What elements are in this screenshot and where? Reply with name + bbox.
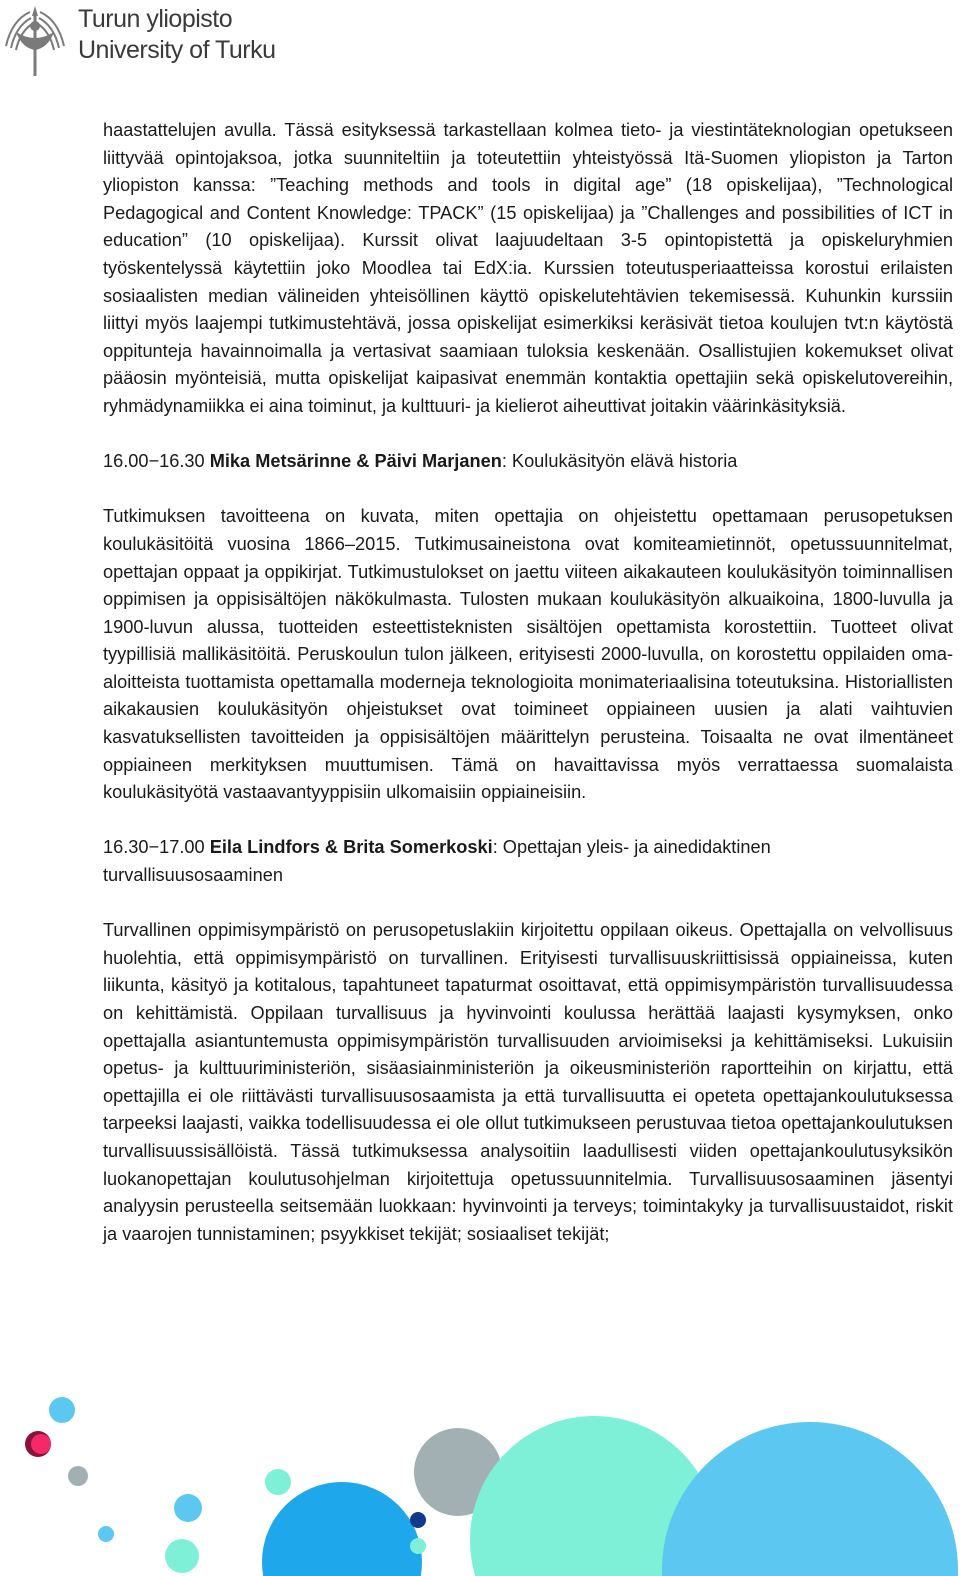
session-speakers: Eila Lindfors & Brita Somerkoski <box>209 837 493 858</box>
decor-circle <box>410 1512 426 1528</box>
session-heading-1 <box>103 448 953 476</box>
decor-circle <box>265 1469 291 1495</box>
logo-line-finnish: Turun yliopisto <box>78 5 233 33</box>
document-body <box>103 117 953 1248</box>
decor-circle <box>165 1539 199 1573</box>
decor-circle <box>98 1526 114 1542</box>
spacer <box>103 476 953 504</box>
decorative-circles <box>0 1380 960 1576</box>
paragraph-ict-courses: haastattelujen avulla. Tässä esityksessä tarkastellaan kolmea tieto- ja viestintäteknologian opetukseen liittyvää opintojaksoa, jotka suunniteltiin ja toteutettiin yhteistyössä Itä-Suomen yliopiston ja Tarton yliopiston kanssa: ”Teaching methods and tools in digital age” (18 opiskelijaa), ”Technological Pedagogical and Content Knowledge: TPACK” (15 opiskelijaa) ja ”Challenges and possibilities of ICT in education” (10 opiskelijaa). Kurssit olivat laajuudeltaan 3-5 opintopistettä ja opiskeluryhmien työskentelyssä käytettiin joko Moodlea tai EdX:ia. Kurssien toteutusperiaatteissa korostui erilaisten sosiaalisten median välineiden yhteisöllinen käyttö opiskelutehtävien tekemisessä. Kuhunkin kurssiin liittyi myös laajempi tutkimustehtävä, jossa opiskelijat esimerkiksi keräsivät tietoa koulujen tvt:n käytöstä oppitunteja havainnoimalla ja vertasivat saamiaan tuloksia keskenään. Osallistujien kokemukset olivat pääosin myönteisiä, mutta opiskelijat kaipasivat enemmän kontaktia opettajiin sekä opiskelutovereihin, ryhmädynamiikka ei aina toiminut, ja kulttuuri- ja kielierot aiheuttivat joitakin väärinkäsityksiä. <box>103 120 953 416</box>
decor-circle <box>410 1538 426 1554</box>
paragraph-craft-history: Tutkimuksen tavoitteena on kuvata, miten opettajia on ohjeistettu opettamaan perusopetuksen koulukäsitöitä vuosina 1866–2015. Tutkimusaineistona ovat komiteamietinnöt, opetussuunnitelmat, opettajan oppaat ja oppikirjat. Tutkimustulokset on jaettu viiteen aikakauteen koulukäsityön toiminnallisen oppimisen ja oppisisältöjen näkökulmasta. Tulosten mukaan koulukäsityön alkuaikoina, 1800-luvulla ja 1900-luvun alussa, tuotteiden esteettisteknisten sisältöjen opettamista korostettiin. Tuotteet olivat tyypillisiä mallikäsitöitä. Peruskoulun tulon jälkeen, erityisesti 2000-luvulla, on korostettu oppilaiden oma-aloitteista tuottamista opettamalla moderneja teknologioita monimateriaalisina toteutuksina. Historiallisten aikakausien koulukäsityön ohjeistukset ovat toimineet oppiaineen uusien ja alati vaihtuvien kasvatuksellisten tavoitteiden ja oppisisältöjen määrittelyn perusteina. Toisaalta ne ovat ilmentäneet oppiaineen merkityksen muuttumisen. Tämä on havaittavissa myös verrattaessa suomalaista koulukäsityötä vastaavantyyppisiin ulkomaisiin oppiaineisiin. <box>103 506 953 803</box>
session-title: : Koulukäsityön elävä historia <box>501 451 738 472</box>
spacer <box>103 421 953 449</box>
decor-circle <box>49 1397 75 1423</box>
decor-circle <box>174 1494 202 1522</box>
session-time: 16.00−16.30 <box>103 451 210 472</box>
spacer <box>103 807 953 835</box>
paragraph-safety-competence: Turvallinen oppimisympäristö on perusopetuslakiin kirjoitettu oppilaan oikeus. Opettajalla on velvollisuus huolehtia, että oppimisympäristö on turvallinen. Erityisesti turvallisuuskriittisissä oppiaineissa, kuten liikunta, käsityö ja kotitalous, tapahtuneet tapaturmat osoittavat, että oppimisympäristön turvallisuudessa on kehittämistä. Oppilaan turvallisuus ja hyvinvointi koulussa herättää laajasti kysymyksen, onko opettajalla asiantuntemusta oppimisympäristön turvallisuuden arvioimiseksi ja kehittämiseksi. Lukuisiin opetus- ja kulttuuriministeriön, sisäasiainministeriön ja oikeusministeriön raportteihin on kirjattu, että opettajilla ei ole riittävästi turvallisuusosaamista ja että turvallisuutta ei opeteta opettajankoulutuksessa tarpeeksi laajasti, vaikka todellisuudessa ei ole ollut tutkimukseen perustuvaa tietoa opettajankoulutuksen turvallisuussisällöistä. Tässä tutkimuksessa analysoitiin laadullisesti viiden opettajankoulutusyksikön luokanopettajan koulutusohjelman kirjoitettuja opetussuunnitelmia. Turvallisuusosaaminen jäsentyi analyysin perusteella seitsemään luokkaan: hyvinvointi ja terveys; toimintakyky ja turvallisuustaidot, riskit ja vaarojen tunnistaminen; psyykkiset tekijät; sosiaaliset tekijät; <box>103 920 953 1244</box>
session-speakers: Mika Metsärinne & Päivi Marjanen <box>209 451 502 472</box>
decor-circle <box>31 1434 51 1454</box>
session-title: : Opettajan yleis- ja ainedidaktinen turvallisuusosaaminen <box>103 837 771 886</box>
university-crest-icon <box>2 2 68 78</box>
university-name <box>78 4 276 66</box>
decor-circle <box>662 1422 958 1576</box>
logo-line-english: University of Turku <box>78 36 276 64</box>
session-time: 16.30−17.00 <box>103 837 210 858</box>
spacer <box>103 890 953 918</box>
decor-circle <box>68 1466 88 1486</box>
session-heading-2 <box>103 834 953 889</box>
decor-circle <box>262 1482 422 1576</box>
university-logo <box>0 0 280 80</box>
